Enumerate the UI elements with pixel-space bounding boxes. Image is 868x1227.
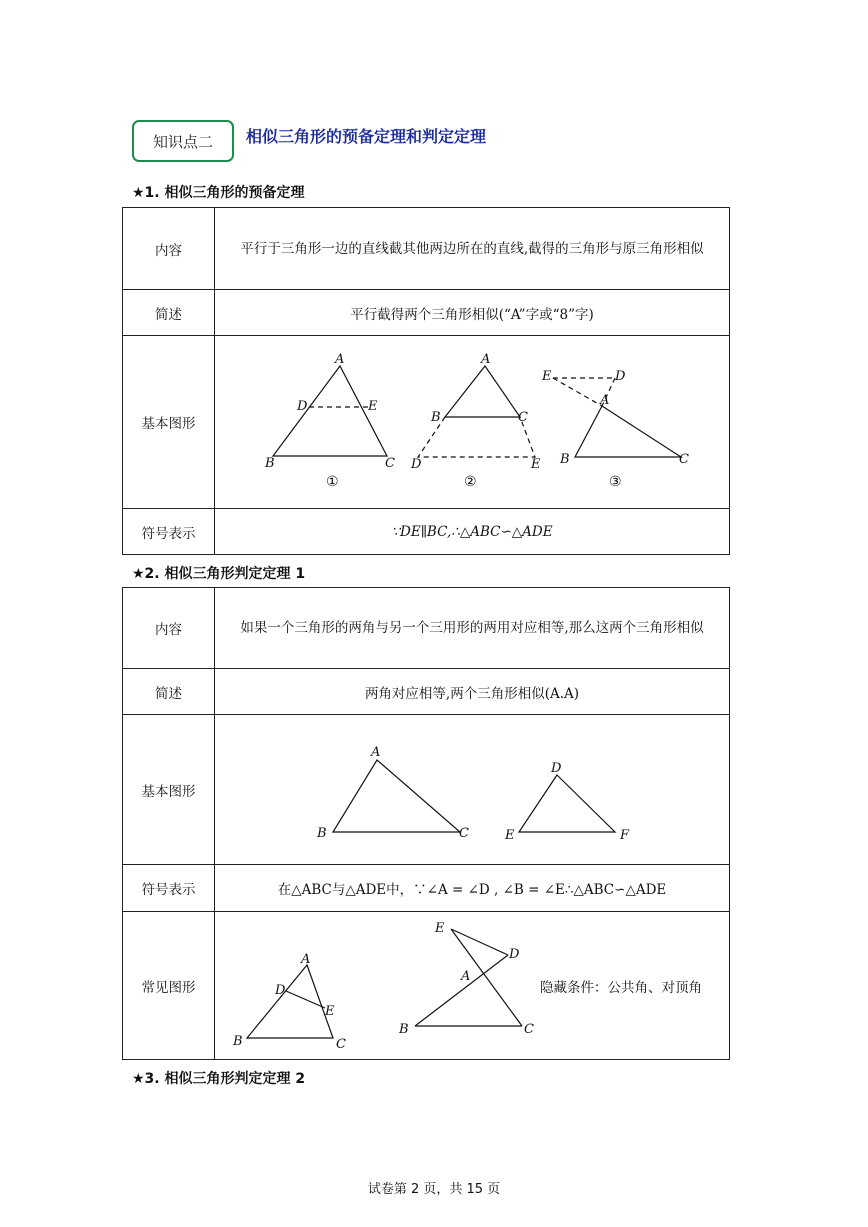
label-d: D	[615, 369, 626, 384]
knowledge-point-badge: 知识点二	[132, 120, 234, 162]
label-e: E	[368, 399, 378, 414]
figure-cell	[215, 715, 730, 865]
label-symbol: 符号表示	[123, 865, 215, 912]
label-c: C	[518, 410, 528, 425]
symbol-text: 在△ABC与△ADE中，∵∠A = ∠D , ∠B = ∠E∴△ABC∽△ADE	[215, 865, 730, 912]
label-d: D	[411, 457, 422, 472]
label-content: 内容	[123, 208, 215, 290]
symbol-text: ∵DE∥BC,∴△ABC∽△ADE	[215, 509, 730, 555]
common-figures	[215, 913, 540, 1059]
label-b: B	[431, 410, 441, 425]
label-a: A	[371, 745, 381, 760]
triangle-2	[445, 366, 520, 417]
label-e: E	[435, 920, 445, 936]
label-a: A	[461, 968, 471, 984]
content-text: 如果一个三角形的两角与另一个三用形的两用对应相等,那么这两个三角形相似	[215, 588, 730, 669]
label-a: A	[600, 393, 610, 408]
label-a: A	[335, 352, 345, 367]
hidden-condition-text: 隐藏条件：公共角、对顶角	[540, 979, 702, 996]
triangle-shared-angle	[247, 965, 333, 1038]
table-theorem-1	[122, 587, 730, 1060]
label-d: D	[275, 982, 286, 998]
label-a: A	[301, 951, 311, 967]
table-prep-theorem	[122, 207, 730, 555]
label-f: F	[620, 828, 630, 843]
label-c: C	[459, 826, 469, 841]
label-common-figure: 常见图形	[123, 912, 215, 1060]
section-title: 相似三角形的预备定理和判定定理	[246, 127, 487, 146]
theorem-1-figures	[215, 715, 729, 860]
segment-db	[415, 955, 508, 1026]
label-e: E	[505, 828, 515, 843]
label-figure: 基本图形	[123, 336, 215, 509]
caption-1: ①	[326, 474, 339, 490]
figure-cell	[215, 336, 730, 509]
label-e: E	[325, 1003, 335, 1019]
label-a: A	[481, 352, 491, 367]
label-d: D	[297, 399, 308, 414]
brief-text: 两角对应相等,两个三角形相似(A.A)	[215, 669, 730, 715]
label-c: C	[679, 452, 689, 467]
triangle-3	[575, 406, 681, 457]
content-text: 平行于三角形一边的直线截其他两边所在的直线,截得的三角形与原三角形相似	[215, 208, 730, 290]
label-figure: 基本图形	[123, 715, 215, 865]
triangle-abc	[333, 760, 460, 832]
label-symbol: 符号表示	[123, 509, 215, 555]
segment-ed	[451, 929, 508, 955]
label-b: B	[560, 452, 570, 467]
page-footer: 试卷第 2 页，共 15 页	[367, 1182, 501, 1197]
label-b: B	[233, 1033, 243, 1049]
label-e: E	[531, 457, 541, 472]
prep-theorem-figures	[215, 336, 729, 504]
label-c: C	[524, 1021, 534, 1037]
section-1-heading: ★1. 相似三角形的预备定理	[132, 185, 305, 201]
label-c: C	[336, 1036, 346, 1052]
common-figure-cell	[215, 912, 730, 1060]
label-e: E	[542, 369, 552, 384]
caption-2: ②	[464, 474, 477, 490]
label-brief: 简述	[123, 290, 215, 336]
label-d: D	[509, 946, 520, 962]
label-d: D	[551, 761, 562, 776]
section-2-heading: ★2. 相似三角形判定定理 1	[132, 566, 306, 582]
label-b: B	[265, 456, 275, 471]
label-content: 内容	[123, 588, 215, 669]
label-b: B	[399, 1021, 409, 1037]
label-brief: 简述	[123, 669, 215, 715]
triangle-def	[519, 775, 615, 832]
dashed-ea-3	[553, 378, 602, 406]
caption-3: ③	[609, 474, 622, 490]
label-b: B	[317, 826, 327, 841]
section-3-heading: ★3. 相似三角形判定定理 2	[132, 1071, 306, 1087]
label-c: C	[385, 456, 395, 471]
brief-text: 平行截得两个三角形相似(“A”字或“8”字)	[215, 290, 730, 336]
